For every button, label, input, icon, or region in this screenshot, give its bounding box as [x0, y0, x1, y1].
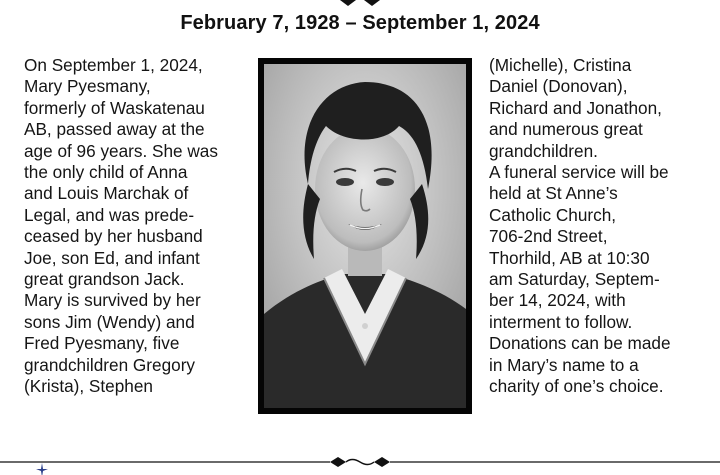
text-line: Thorhild, AB at 10:30	[489, 247, 650, 268]
text-line: Catholic Church,	[489, 204, 617, 225]
text-line: A funeral service will be	[489, 162, 669, 183]
text-line: Mary is survived by her	[24, 290, 201, 311]
obituary-right-column	[489, 55, 715, 398]
text-line: great grandson Jack.	[24, 269, 185, 290]
top-ornament-icon	[0, 0, 720, 8]
text-line: 706-2nd Street,	[489, 226, 608, 247]
text-line: and numerous great	[489, 119, 643, 140]
text-line: (Krista), Stephen	[24, 376, 153, 397]
text-line: sons Jim (Wendy) and	[24, 311, 195, 332]
text-line: and Louis Marchak of	[24, 183, 189, 204]
portrait-photo	[264, 64, 466, 408]
text-line: Legal, and was prede-	[24, 204, 195, 225]
text-line: Joe, son Ed, and infant	[24, 247, 200, 268]
text-line: am Saturday, Septem-	[489, 269, 660, 290]
text-line: in Mary’s name to a	[489, 354, 639, 375]
text-line: Fred Pyesmany, five	[24, 333, 180, 354]
text-line: ceased by her husband	[24, 226, 203, 247]
text-line: Mary Pyesmany,	[24, 76, 151, 97]
text-line: Richard and Jonathon,	[489, 97, 662, 118]
text-line: charity of one’s choice.	[489, 376, 664, 397]
text-line: grandchildren.	[489, 140, 598, 161]
text-line: held at St Anne’s	[489, 183, 618, 204]
text-line: formerly of Waskatenau	[24, 97, 205, 118]
text-line: interment to follow.	[489, 311, 633, 332]
ornamental-divider-icon	[0, 456, 720, 470]
text-line: (Michelle), Cristina	[489, 55, 632, 75]
text-line: the only child of Anna	[24, 162, 188, 183]
obituary-left-column	[24, 55, 256, 398]
text-line: On September 1, 2024,	[24, 55, 203, 75]
text-line: Donations can be made	[489, 333, 671, 354]
text-line: grandchildren Gregory	[24, 354, 196, 375]
text-line: AB, passed away at the	[24, 119, 205, 140]
text-line: ber 14, 2024, with	[489, 290, 626, 311]
text-line: age of 96 years. She was	[24, 140, 218, 161]
portrait-illustration	[264, 64, 466, 408]
text-line: Daniel (Donovan),	[489, 76, 628, 97]
corner-ornament-icon	[34, 463, 50, 475]
page-title: February 7, 1928 – September 1, 2024	[180, 12, 540, 34]
